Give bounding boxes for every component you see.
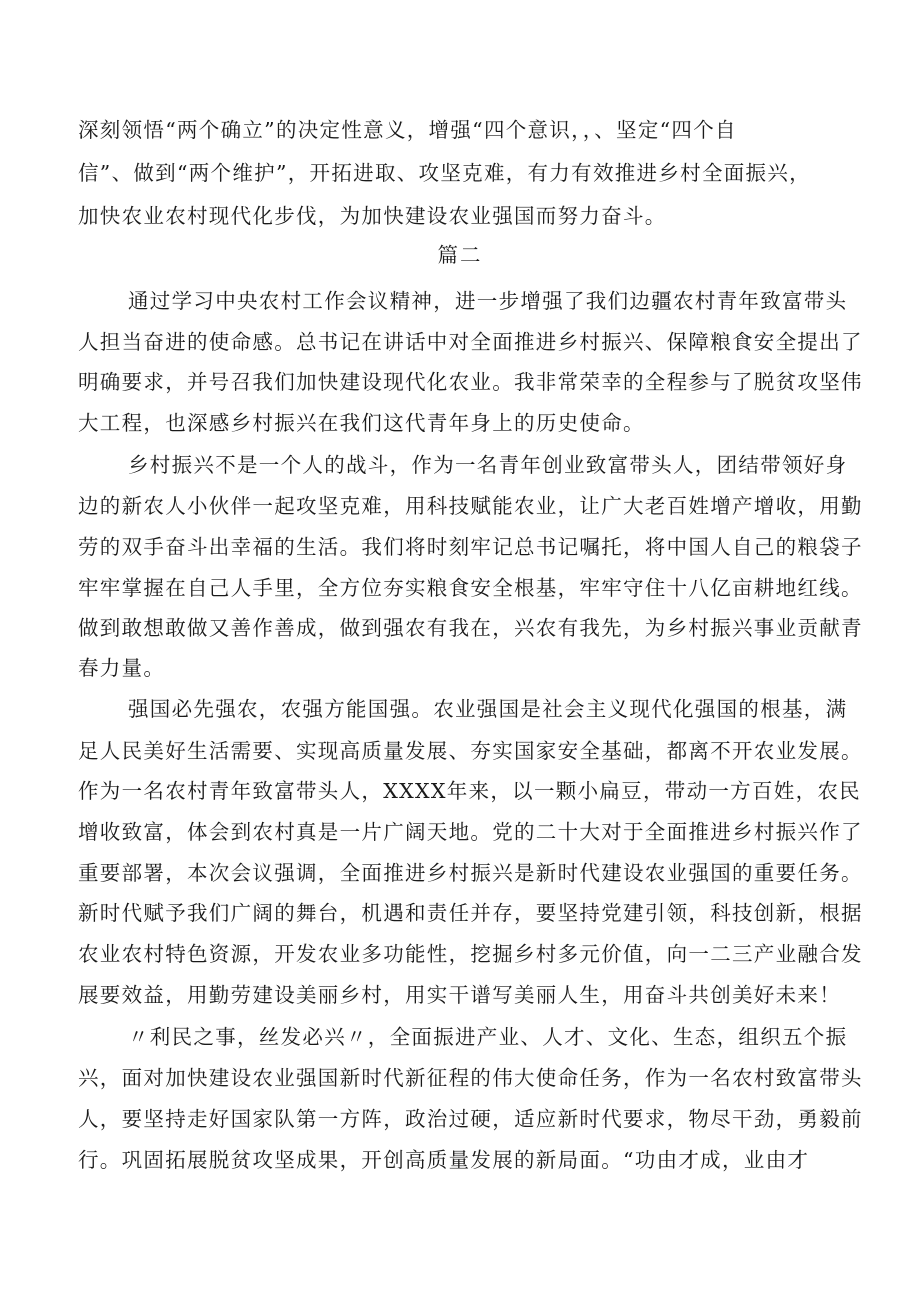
paragraph-4-line-4: 行。巩固拓展脱贫攻坚成果，开创高质量发展的新局面。“功由才成，业由才 [78,1148,810,1172]
paragraph-1-line-3: 明确要求，并号召我们加快建设现代化农业。我非常荣幸的全程参与了脱贫攻坚伟 [78,370,863,394]
paragraph-3-line-1: 强国必先强农，农强方能国强。农业强国是社会主义现代化强国的根基，满 [128,697,848,721]
paragraph-4-line-1: 〃利民之事，丝发必兴〃，全面振进产业、人才、文化、生态，组织五个振 [128,1025,848,1049]
paragraph-3-line-6: 新时代赋予我们广阔的舞台，机遇和责任并存，要坚持党建引领，科技创新，根据 [78,901,863,925]
paragraph-3-line-5: 重要部署，本次会议强调，全面推进乡村振兴是新时代建设农业强国的重要任务。 [78,861,863,885]
intro-line-2: 信”、做到“两个维护”，开拓进取、攻坚克难，有力有效推进乡村全面振兴， [78,161,811,185]
paragraph-3-line-2: 足人民美好生活需要、实现高质量发展、夯实国家安全基础，都离不开农业发展。 [78,739,863,763]
paragraph-3-line-4: 增收致富，体会到农村真是一片广阔天地。党的二十大对于全面推进乡村振兴作了 [78,820,863,844]
paragraph-1-line-1: 通过学习中央农村工作会议精神，进一步增强了我们边疆农村青年致富带头 [128,289,848,313]
paragraph-2-line-3: 劳的双手奋斗出幸福的生活。我们将时刻牢记总书记嘱托，将中国人自己的粮袋子 [78,535,863,559]
paragraph-2-line-5: 做到敢想敢做又善作善成，做到强农有我在，兴农有我先，为乡村振兴事业贡献青 [78,616,863,640]
paragraph-4-line-3: 人，要坚持走好国家队第一方阵，政治过硬，适应新时代要求，物尽干劲，勇毅前 [78,1107,863,1131]
intro-line-1: 深刻领悟“两个确立”的决定性意义，增强“四个意识，，、坚定“四个自 [78,118,737,142]
paragraph-3-line-8: 展要效益，用勤劳建设美丽乡村，用实干谱写美丽人生，用奋斗共创美好未来！ [78,983,841,1007]
paragraph-3-line-7: 农业农村特色资源，开发农业多功能性，挖掘乡村多元价值，向一二三产业融合发 [78,942,863,966]
paragraph-2-line-2: 边的新农人小伙伴一起攻坚克难，用科技赋能农业，让广大老百姓增产增收，用勤 [78,494,863,518]
paragraph-2-line-1: 乡村振兴不是一个人的战斗，作为一名青年创业致富带头人，团结带领好身 [128,453,848,477]
intro-line-3: 加快农业农村现代化步伐，为加快建设农业强国而努力奋斗。 [78,204,667,228]
paragraph-2-line-4: 牢牢掌握在自己人手里，全方位夯实粮食安全根基，牢牢守住十八亿亩耕地红线。 [78,576,863,600]
paragraph-1-line-4: 大工程，也深感乡村振兴在我们这代青年身上的历史使命。 [78,411,645,435]
paragraph-1-line-2: 人担当奋进的使命感。总书记在讲话中对全面推进乡村振兴、保障粮食安全提出了 [78,330,863,354]
section-title: 篇二 [437,243,483,267]
paragraph-3-line-3: 作为一名农村青年致富带头人，XXXX年来，以一颗小扁豆，带动一方百姓，农民 [78,779,861,803]
paragraph-4-line-2: 兴，面对加快建设农业强国新时代新征程的伟大使命任务，作为一名农村致富带头 [78,1066,863,1090]
paragraph-2-line-6: 春力量。 [78,656,166,680]
